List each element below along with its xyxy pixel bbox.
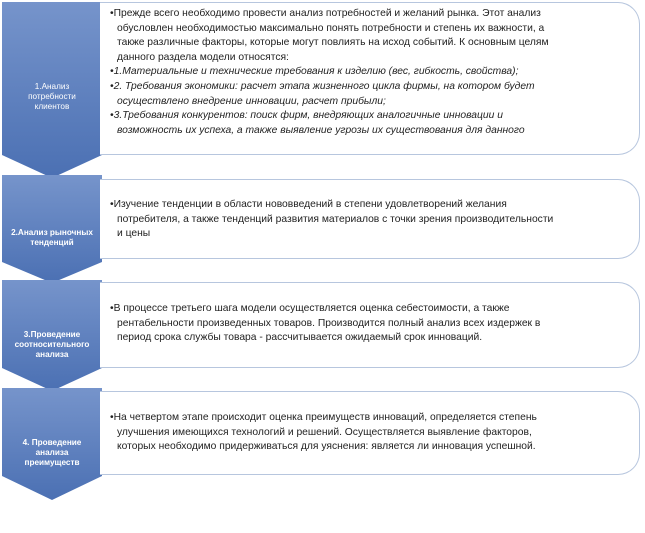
step-3-label-line: 3.Проведение xyxy=(23,330,81,339)
step-1-paragraph-line: обусловлен необходимостью максимально понять потребности и степень их важности, а xyxy=(117,22,545,34)
step-2-paragraph-line xyxy=(110,198,627,213)
step-1-list-item-line: осуществлено внедрение инновации, расчет прибыли; xyxy=(117,95,386,107)
step-1-label-line: 1.Анализ xyxy=(34,82,70,91)
step-3-paragraph-line: период срока службы товара - рассчитывается ожидаемый срок инноваций. xyxy=(117,332,483,344)
step-3-label-line: соотносительного xyxy=(14,339,90,349)
step-1-label-line: клиентов xyxy=(34,101,70,111)
step-2-label-line: 2.Анализ рыночных xyxy=(11,228,93,237)
step-4-label-line: анализа xyxy=(35,447,69,457)
step-1-list-item-line: возможность их успеха, а также выявление угрозы их существования для данного xyxy=(117,124,525,136)
step-1-paragraph-line xyxy=(110,7,627,22)
step-4-label-line: 4. Проведение xyxy=(22,438,82,447)
step-2-label-line: тенденций xyxy=(30,237,74,247)
step-1-list-item xyxy=(110,80,627,95)
step-1-label xyxy=(2,82,102,112)
text-span: Прежде всего необходимо провести анализ потребностей и желаний рынка. Этот анализ xyxy=(113,8,541,19)
text-span: Изучение тенденции в области нововведений в степени удовлетворений желания xyxy=(113,199,507,210)
step-3-paragraph-line xyxy=(110,302,627,317)
text-span: 1.Материальные и технические требования к изделию (вес, гибкость, свойства); xyxy=(113,66,519,78)
step-3-paragraph-line: рентабельности произведенных товаров. Производится полный анализ всех издержек в xyxy=(117,317,541,329)
step-3-description-card xyxy=(100,282,640,368)
step-4-paragraph-line: которых необходимо придерживаться для уяснения: является ли инновация успешной. xyxy=(117,441,536,453)
step-1-label-line: потребности xyxy=(28,91,76,101)
text-span: На четвертом этапе происходит оценка преимуществ инноваций, определяется степень xyxy=(113,412,537,423)
step-4-label xyxy=(2,438,102,468)
text-span: В процессе третьего шага модели осуществляется оценка себестоимости, а также xyxy=(113,303,510,314)
text-span: 2. Требования экономики: расчет этапа жизненного цикла фирмы, на котором будет xyxy=(113,80,535,92)
step-4-label-line: преимуществ xyxy=(24,457,80,467)
step-2-paragraph-line: потребителя, а также тенденций развития материалов с точки зрения производительности xyxy=(117,213,554,225)
step-1-paragraph-line: также различные факторы, которые могут повлиять на исход событий. К основным целям xyxy=(117,37,549,49)
step-1-list-item xyxy=(110,109,627,124)
text-span: 3.Требования конкурентов: поиск фирм, внедряющих аналогичные инновации и xyxy=(113,110,503,122)
step-1-description-card xyxy=(100,2,640,155)
step-4-paragraph-line: улучшения имеющихся технологий и решений. Осуществляется выявление факторов, xyxy=(117,426,532,438)
step-3-label-line: анализа xyxy=(35,349,69,359)
step-2-paragraph-line: и цены xyxy=(117,228,151,240)
step-4-paragraph-line xyxy=(110,411,627,426)
step-4-description-card xyxy=(100,391,640,475)
step-1-list-item xyxy=(110,65,627,80)
step-3-label xyxy=(2,330,102,360)
step-1-paragraph-line: данного раздела модели относятся: xyxy=(117,51,289,63)
step-2-label xyxy=(2,228,102,248)
step-2-description-card xyxy=(100,179,640,259)
